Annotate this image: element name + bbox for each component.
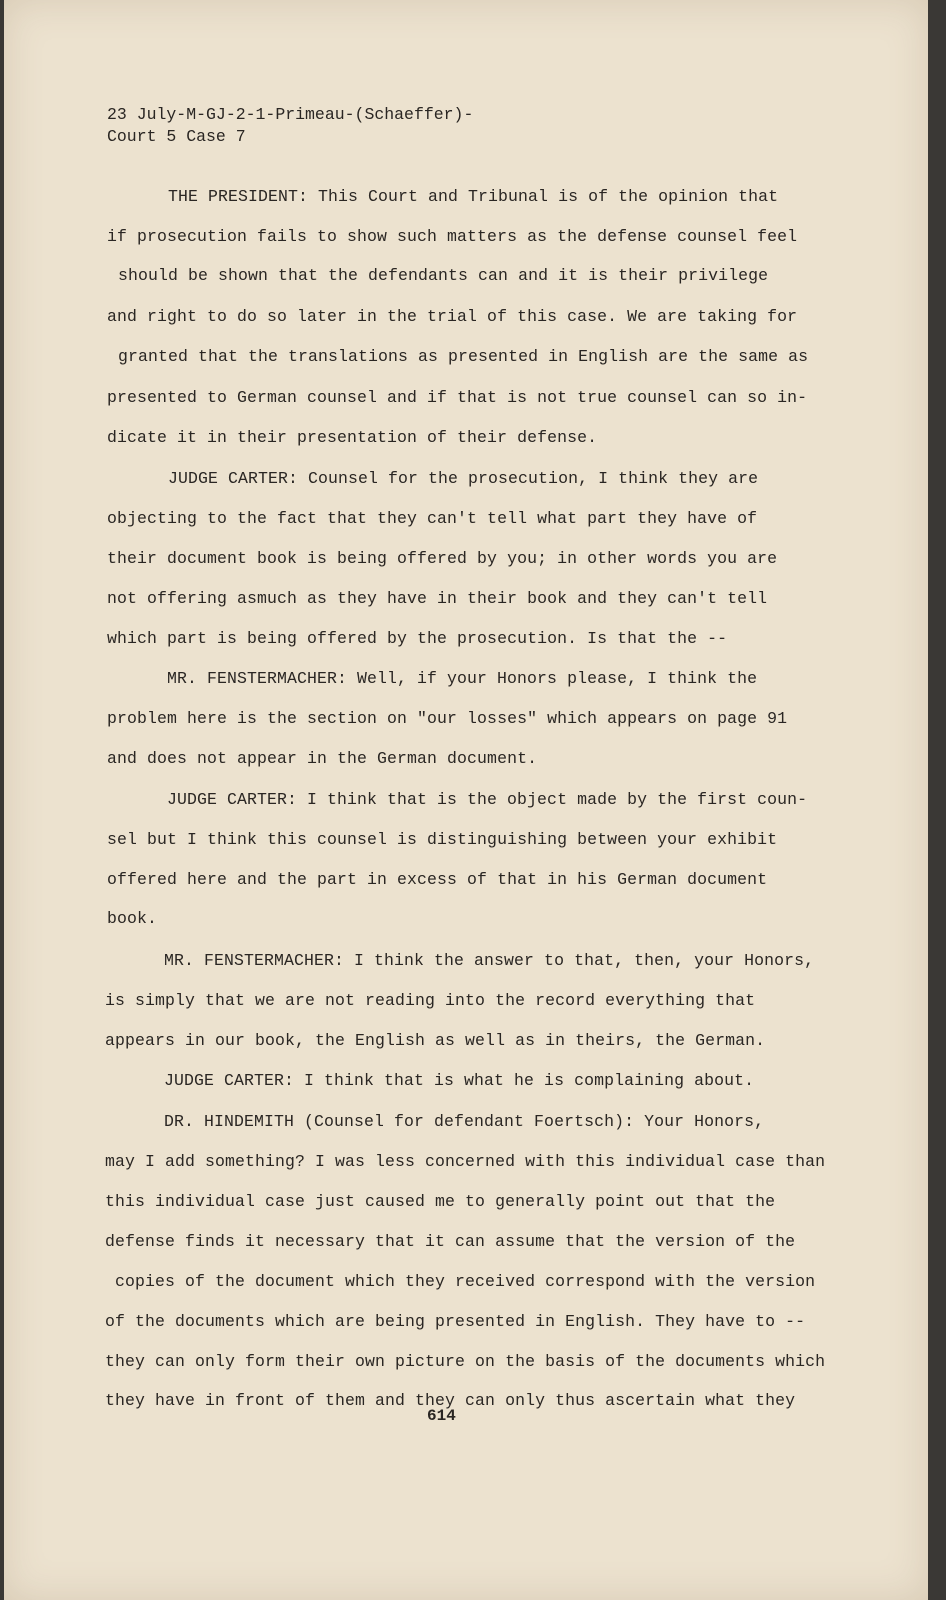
transcript-line: should be shown that the defendants can and it is their privilege <box>118 266 769 285</box>
transcript-line: JUDGE CARTER: Counsel for the prosecution, I think they are <box>168 469 759 488</box>
transcript-line: granted that the translations as presented in English are the same as <box>118 347 809 366</box>
transcript-line: of the documents which are being presented in English. They have to -- <box>105 1312 806 1331</box>
transcript-line: DR. HINDEMITH (Counsel for defendant Foertsch): Your Honors, <box>164 1112 765 1131</box>
transcript-line: they can only form their own picture on the basis of the documents which <box>105 1352 826 1371</box>
transcript-line: if prosecution fails to show such matters as the defense counsel feel <box>107 227 798 246</box>
transcript-line: dicate it in their presentation of their defense. <box>107 428 598 447</box>
transcript-line: JUDGE CARTER: I think that is what he is complaining about. <box>164 1071 755 1090</box>
transcript-line: not offering asmuch as they have in their book and they can't tell <box>107 589 768 608</box>
page-number: 614 <box>427 1407 456 1425</box>
transcript-line: presented to German counsel and if that is not true counsel can so in- <box>107 388 808 407</box>
transcript-line: MR. FENSTERMACHER: Well, if your Honors please, I think the <box>167 669 758 688</box>
transcript-line: which part is being offered by the prosecution. Is that the -- <box>107 629 728 648</box>
header-line-2: Court 5 Case 7 <box>107 127 246 146</box>
transcript-line: sel but I think this counsel is distinguishing between your exhibit <box>107 830 778 849</box>
transcript-line: may I add something? I was less concerned with this individual case than <box>105 1152 826 1171</box>
transcript-line: their document book is being offered by you; in other words you are <box>107 549 778 568</box>
transcript-line: problem here is the section on "our losses" which appears on page 91 <box>107 709 788 728</box>
transcript-line: THE PRESIDENT: This Court and Tribunal is of the opinion that <box>168 187 779 206</box>
transcript-line: MR. FENSTERMACHER: I think the answer to that, then, your Honors, <box>164 951 815 970</box>
transcript-line: and right to do so later in the trial of this case. We are taking for <box>107 307 798 326</box>
transcript-line: book. <box>107 909 158 928</box>
transcript-line: appears in our book, the English as well as in theirs, the German. <box>105 1031 766 1050</box>
transcript-line: copies of the document which they received correspond with the version <box>115 1272 816 1291</box>
document-page <box>4 0 928 1600</box>
transcript-line: JUDGE CARTER: I think that is the object made by the first coun- <box>167 790 808 809</box>
transcript-line: is simply that we are not reading into the record everything that <box>105 991 756 1010</box>
transcript-line: objecting to the fact that they can't tell what part they have of <box>107 509 758 528</box>
transcript-line: and does not appear in the German document. <box>107 749 538 768</box>
transcript-body <box>4 0 928 1600</box>
header-line-1: 23 July-M-GJ-2-1-Primeau-(Schaeffer)- <box>107 105 474 124</box>
transcript-line: defense finds it necessary that it can assume that the version of the <box>105 1232 796 1251</box>
transcript-line: offered here and the part in excess of that in his German document <box>107 870 768 889</box>
transcript-line: they have in front of them and they can only thus ascertain what they <box>105 1391 796 1410</box>
transcript-line: this individual case just caused me to generally point out that the <box>105 1192 776 1211</box>
